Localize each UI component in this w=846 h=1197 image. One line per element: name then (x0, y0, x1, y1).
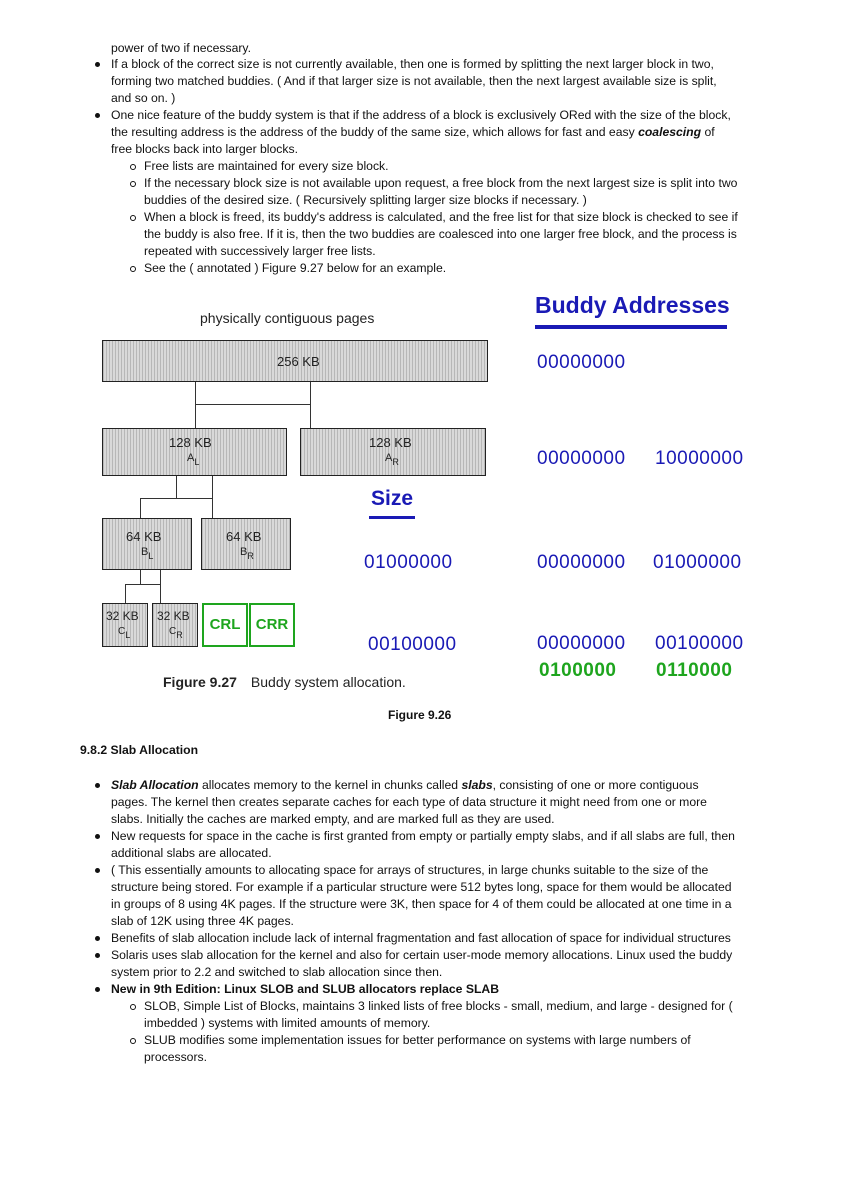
connector (195, 382, 196, 404)
address-value: 00000000 (537, 352, 626, 373)
text-line: pages. The kernel then creates separate caches for each type of data structure it might need from one or more (111, 795, 707, 809)
emphasis-slab-allocation: Slab Allocation (111, 778, 199, 792)
text-span: , consisting of one or more contiguous (492, 778, 699, 792)
sub-bullet (130, 164, 136, 170)
block-32kb-cl (102, 603, 148, 647)
bullet (95, 834, 100, 839)
title-underline (535, 325, 727, 329)
block-subscript: R (176, 630, 183, 640)
bullet (95, 783, 100, 788)
text-line: the buddy is also free. If it is, then the two buddies are coalesced into one larger free block, and the process is (144, 227, 737, 241)
address-value-green: 0100000 (539, 660, 617, 681)
bullet (95, 953, 100, 958)
address-value: 00000000 (537, 448, 626, 469)
emphasis-coalescing: coalescing (638, 125, 702, 139)
text-line: and so on. ) (111, 91, 176, 105)
text-line: New in 9th Edition: Linux SLOB and SLUB allocators replace SLAB (111, 982, 500, 996)
address-value: 00100000 (655, 633, 744, 654)
text-line (111, 777, 699, 794)
block-letter: B (240, 546, 248, 558)
text-line: Solaris uses slab allocation for the kernel and also for certain user-mode memory allocations. Linux used the buddy (111, 948, 733, 962)
address-value: 00000000 (537, 633, 626, 654)
block-256kb (102, 340, 488, 382)
block-name-label (240, 544, 254, 561)
address-value: 01000000 (653, 552, 742, 573)
block-name-label (118, 623, 130, 640)
text-line: See the ( annotated ) Figure 9.27 below for an example. (144, 261, 447, 275)
text-line: Benefits of slab allocation include lack of internal fragmentation and fast allocation of space for individual structures (111, 931, 731, 945)
figure-caption (163, 674, 406, 691)
address-value-green: 0110000 (656, 660, 733, 681)
text-line: imbedded ) systems with limited amounts of memory. (144, 1016, 431, 1030)
connector (310, 404, 311, 428)
text-line: in groups of 8 using 4K pages. If the structure were 3K, then space for 4 of them could be allocated at one time in a (111, 897, 732, 911)
block-subscript: L (194, 457, 200, 467)
block-name-label (187, 450, 199, 467)
block-128kb-al (102, 428, 287, 476)
block-subscript: R (247, 551, 254, 561)
connector (310, 382, 311, 404)
block-letter: B (141, 546, 149, 558)
connector (176, 476, 177, 498)
text-line: One nice feature of the buddy system is that if the address of a block is exclusively ORed with the size of the block, (111, 108, 731, 122)
block-name-label (385, 450, 399, 467)
block-size-label: 32 KB (157, 609, 190, 623)
text-line: When a block is freed, its buddy's address is calculated, and the free list for that size block is checked to see if (144, 210, 738, 224)
text-span: allocates memory to the kernel in chunks called (198, 778, 462, 792)
connector (140, 570, 141, 584)
text-line: slabs. Initially the caches are marked empty, and are marked full as they are used. (111, 812, 555, 826)
text-line (111, 124, 715, 141)
connector (140, 498, 213, 499)
text-line: forming two matched buddies. ( And if that larger size is not available, then the next largest available size is split, (111, 74, 717, 88)
sub-bullet (130, 181, 136, 187)
section-heading: 9.8.2 Slab Allocation (80, 743, 199, 757)
block-subscript: R (392, 457, 399, 467)
block-64kb-br (201, 518, 291, 570)
block-subscript: L (125, 630, 131, 640)
bullet (95, 868, 100, 873)
bullet (95, 62, 100, 67)
text-line: SLUB modifies some implementation issues for better performance on systems with large numbers of (144, 1033, 691, 1047)
crl-box: CRL (202, 603, 248, 647)
bullet (95, 936, 100, 941)
block-letter: A (385, 452, 393, 464)
connector (212, 476, 213, 498)
block-letter: C (169, 626, 177, 637)
text-line: buddies of the desired size. ( Recursively splitting larger size blocks if necessary. ) (144, 193, 587, 207)
block-letter: A (187, 452, 195, 464)
block-subscript: L (148, 551, 154, 561)
connector (195, 404, 311, 405)
address-value: 10000000 (655, 448, 744, 469)
text-line: If a block of the correct size is not currently available, then one is formed by splitting the next larger block in two, (111, 57, 714, 71)
sub-bullet (130, 1004, 136, 1010)
size-title: Size (371, 487, 414, 510)
text-line: Free lists are maintained for every size block. (144, 159, 389, 173)
sub-bullet (130, 215, 136, 221)
sub-bullet (130, 266, 136, 272)
connector (125, 584, 161, 585)
text-span: the resulting address is the address of the buddy of the same size, which allows for fast and easy (111, 125, 639, 139)
size-value: 00100000 (368, 634, 457, 655)
bullet (95, 987, 100, 992)
text-line: structure being stored. For example if a particular structure were 512 bytes long, space for them would be allocated (111, 880, 732, 894)
text-line: ( This essentially amounts to allocating space for arrays of structures, in large chunks suitable to the size of the (111, 863, 709, 877)
buddy-addresses-title: Buddy Addresses (535, 292, 730, 318)
text-line: SLOB, Simple List of Blocks, maintains 3 linked lists of free blocks - small, medium, and large - designed for ( (144, 999, 733, 1013)
connector (160, 584, 161, 603)
address-value: 00000000 (537, 552, 626, 573)
text-line: processors. (144, 1050, 207, 1064)
text-line: additional slabs are allocated. (111, 846, 272, 860)
title-underline (369, 516, 415, 519)
block-32kb-cr (152, 603, 198, 647)
text-line: power of two if necessary. (111, 41, 251, 55)
text-line: system prior to 2.2 and switched to slab allocation since then. (111, 965, 443, 979)
text-line: repeated with successively larger free lists. (144, 244, 376, 258)
connector (212, 498, 213, 518)
block-size-label: 128 KB (169, 435, 212, 450)
bullet (95, 113, 100, 118)
caption-text: Buddy system allocation. (250, 674, 406, 690)
connector (140, 498, 141, 518)
block-name-label (169, 623, 183, 640)
connector (195, 404, 196, 428)
block-size-label: 32 KB (106, 609, 139, 623)
text-span: of (701, 125, 715, 139)
figure-label: Figure 9.26 (388, 708, 452, 722)
connector (160, 570, 161, 584)
block-size-label: 64 KB (126, 529, 162, 544)
block-64kb-bl (102, 518, 192, 570)
text-line: New requests for space in the cache is first granted from empty or partially empty slabs, and if all slabs are full, then (111, 829, 735, 843)
text-line: If the necessary block size is not available upon request, a free block from the next largest size is split into two (144, 176, 738, 190)
text-line: slab of 12K using three 4K pages. (111, 914, 294, 928)
connector (125, 584, 126, 603)
block-128kb-ar (300, 428, 486, 476)
block-letter: C (118, 626, 126, 637)
sub-bullet (130, 1038, 136, 1044)
crr-box: CRR (249, 603, 295, 647)
block-size-label: 128 KB (369, 435, 412, 450)
block-size-label: 64 KB (226, 529, 262, 544)
emphasis-slabs: slabs (461, 778, 493, 792)
caption-number: Figure 9.27 (163, 674, 237, 690)
figure-heading: physically contiguous pages (200, 310, 375, 326)
block-name-label (141, 544, 153, 561)
block-size-label: 256 KB (277, 354, 320, 369)
text-line: free blocks back into larger blocks. (111, 142, 298, 156)
size-value: 01000000 (364, 552, 453, 573)
